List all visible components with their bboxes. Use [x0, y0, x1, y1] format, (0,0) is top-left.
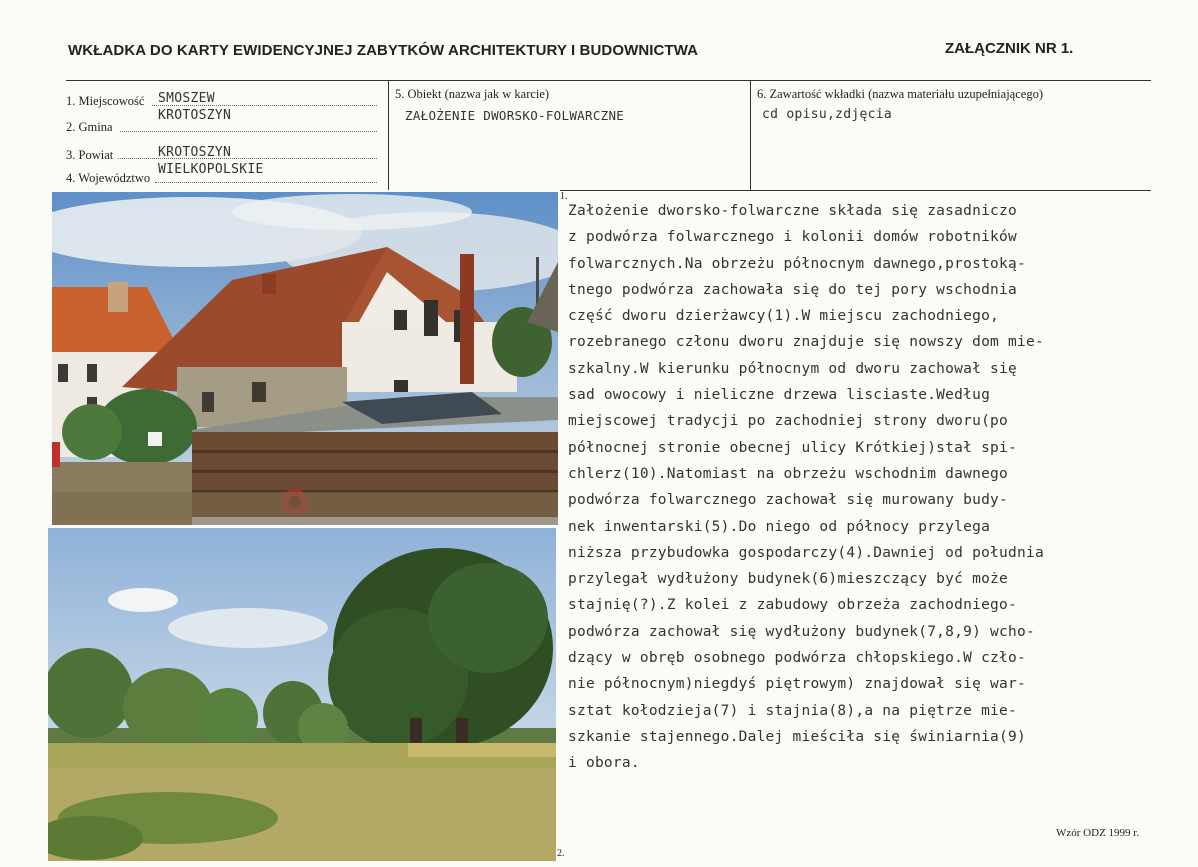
description-line: rozebranego członu dworu znajduje się nowszy dom mie-: [568, 334, 1044, 351]
locality-value: SMOSZEW: [158, 91, 215, 106]
description-line: folwarcznych.Na obrzeżu północnym dawnego,prostoką-: [568, 255, 1026, 272]
description-line: sztat kołodzieja(7) i stajnia(8),a na piętrze mie-: [568, 702, 1017, 719]
description-line: sad owocowy i nieliczne drzewa lisciaste.Według: [568, 387, 991, 404]
content-label: 6. Zawartość wkładki (nazwa materiału uzupełniającego): [757, 87, 1043, 101]
object-label: 5. Obiekt (nazwa jak w karcie): [395, 87, 550, 101]
county-label: 3. Powiat: [66, 148, 114, 162]
photo-2-number: 2.: [557, 848, 565, 859]
locality-label: 1. Miejscowość: [66, 94, 145, 108]
card-title: WKŁADKA DO KARTY EWIDENCYJNEJ ZABYTKÓW ARCHITEKTURY I BUDOWNICTWA: [68, 42, 699, 59]
annex-number: ZAŁĄCZNIK NR 1.: [945, 40, 1074, 57]
commune-label: 2. Gmina: [66, 120, 113, 134]
description-line: podwórza zachował się wydłużony budynek(7,8,9) wcho-: [568, 623, 1035, 640]
description-line: szkanie stajennego.Dalej mieściła się świniarnia(9): [568, 728, 1026, 745]
column-divider-2: [750, 80, 751, 190]
object-value: ZAŁOŻENIE DWORSKO-FOLWARCZNE: [405, 108, 625, 123]
county-value: KROTOSZYN: [158, 145, 232, 160]
description-line: niższa przybudowka gospodarczy(4).Dawniej od południa: [568, 544, 1044, 561]
description-line: z podwórza folwarcznego i kolonii domów robotników: [568, 229, 1017, 246]
description-line: stajnię(?).Z kolei z zabudowy obrzeża zachodniego-: [568, 597, 1017, 614]
manor-house-photo: [52, 192, 558, 525]
description-line: nek inwentarski(5).Do niego od północy przylega: [568, 518, 991, 535]
description-line: podwórza folwarcznego zachował się murowany budy-: [568, 492, 1009, 509]
description-line: północnej stronie obecnej ulicy Krótkiej)stał spi-: [568, 439, 1017, 456]
column-divider-1: [388, 80, 389, 190]
county-dotline: [118, 158, 377, 159]
description-line: szkalny.W kierunku północnym od dworu zachował się: [568, 360, 1017, 377]
description-line: Założenie dworsko-folwarczne składa się zasadniczo: [568, 203, 1017, 219]
description-line: i obora.: [568, 755, 640, 772]
form-top-rule: [66, 80, 1151, 81]
description-line: nie północnym)niegdyś piętrowym) znajdował się war-: [568, 676, 1026, 693]
description-line: tnego podwórza zachowała się do tej pory wschodnia: [568, 281, 1017, 298]
voivodeship-dotline: [155, 182, 377, 183]
commune-value: KROTOSZYN: [158, 108, 232, 123]
voivodeship-value: WIELKOPOLSKIE: [158, 162, 264, 177]
form-version: Wzór ODZ 1999 r.: [1056, 827, 1140, 839]
description-line: część dworu dzierżawcy(1).W miejscu zachodniego,: [568, 308, 1000, 325]
description-line: dzący w obręb osobnego podwórza chłopskiego.W czło-: [568, 650, 1026, 667]
description-line: przylegał wydłużony budynek(6)mieszczący być może: [568, 571, 1009, 588]
old-oak-photo: [48, 528, 556, 861]
voivodeship-label: 4. Województwo: [66, 171, 151, 185]
commune-dotline: [120, 131, 377, 132]
photo-1-number: 1.: [560, 191, 568, 202]
description-line: miejscowej tradycji po zachodniej strony dworu(po: [568, 413, 1009, 430]
description-text: [568, 198, 1168, 777]
description-line: chlerz(10).Natomiast na obrzeżu wschodnim dawnego: [568, 465, 1009, 482]
content-value: cd opisu,zdjęcia: [762, 107, 893, 122]
form-bottom-rule: [560, 190, 1151, 191]
locality-dotline: [152, 105, 377, 106]
